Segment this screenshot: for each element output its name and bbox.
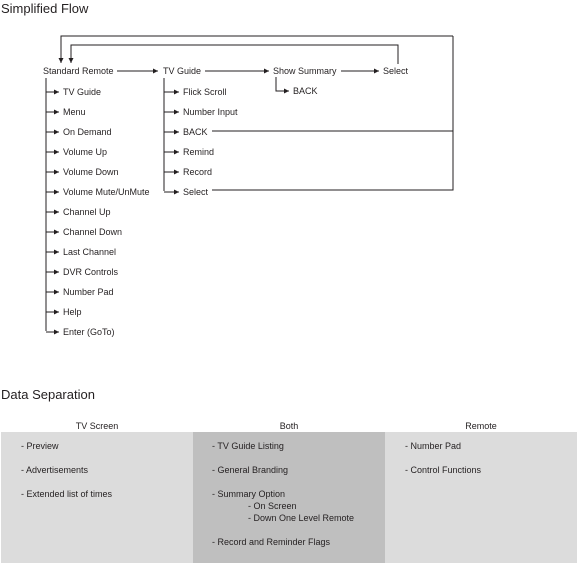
flow-section-title: Simplified Flow [1, 1, 89, 16]
list-item: Channel Down [63, 227, 123, 237]
list-item: - Advertisements [21, 465, 89, 475]
list-item: Number Pad [63, 287, 114, 297]
list-item: - TV Guide Listing [212, 441, 284, 451]
list-item: Flick Scroll [183, 87, 227, 97]
node-select: Select [383, 66, 409, 76]
node-show-summary: Show Summary [273, 66, 337, 76]
list-item: Help [63, 307, 82, 317]
list-item: On Demand [63, 127, 112, 137]
list-item: Select [183, 187, 209, 197]
node-summary-back: BACK [293, 86, 318, 96]
panel-tv-screen [1, 432, 193, 563]
list-item: Remind [183, 147, 215, 157]
list-item: TV Guide [63, 87, 102, 97]
list-item: - Number Pad [405, 441, 462, 451]
list-item: Menu [63, 107, 86, 117]
list-item: Last Channel [63, 247, 117, 257]
list-item: - General Branding [212, 465, 289, 475]
column-header-both: Both [279, 421, 299, 431]
list-item: - Control Functions [405, 465, 482, 475]
node-standard-remote: Standard Remote [43, 66, 114, 76]
column-header-tv-screen: TV Screen [75, 421, 119, 431]
list-item: Volume Down [63, 167, 119, 177]
list-item: - Down One Level Remote [248, 513, 355, 523]
list-item: Volume Up [63, 147, 108, 157]
list-item: - Record and Reminder Flags [212, 537, 331, 547]
column-header-remote: Remote [465, 421, 497, 431]
list-item: Number Input [183, 107, 238, 117]
data-section-title: Data Separation [1, 387, 95, 402]
list-item: - Preview [21, 441, 59, 451]
panel-remote [385, 432, 577, 563]
panel-both [193, 432, 385, 563]
node-tv-guide: TV Guide [163, 66, 202, 76]
list-item: Enter (GoTo) [63, 327, 115, 337]
list-item: BACK [183, 127, 208, 137]
list-item: - Extended list of times [21, 489, 113, 499]
list-item: - On Screen [248, 501, 297, 511]
list-item: DVR Controls [63, 267, 119, 277]
list-item: Channel Up [63, 207, 111, 217]
list-item: Volume Mute/UnMute [63, 187, 150, 197]
list-item: Record [183, 167, 213, 177]
list-item: - Summary Option [212, 489, 286, 499]
